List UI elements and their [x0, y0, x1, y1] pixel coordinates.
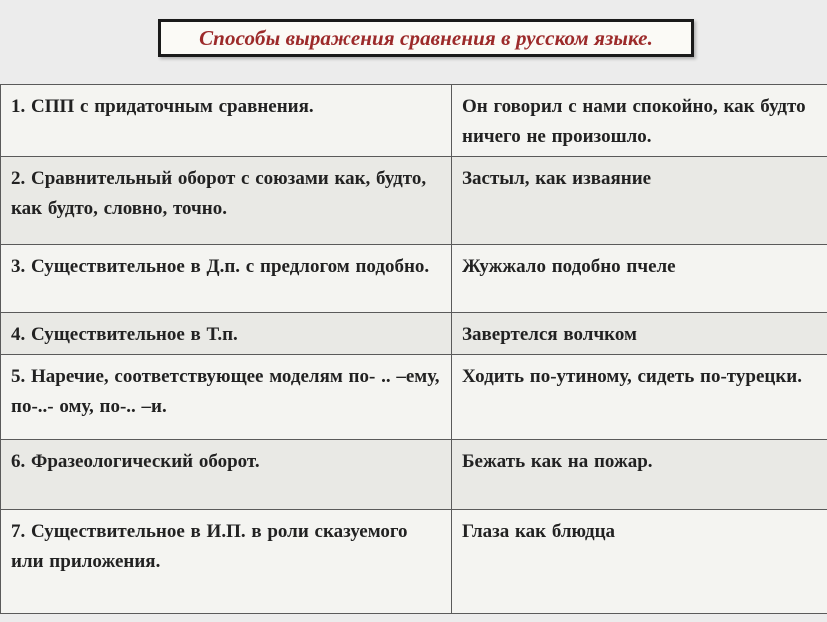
example-cell: Глаза как блюдца	[452, 510, 827, 614]
method-cell: 3. Существительное в Д.п. с предлогом подобно.	[1, 245, 452, 313]
table-row	[1, 440, 827, 510]
table-row	[1, 510, 827, 614]
method-cell: 1. СПП с придаточным сравнения.	[1, 85, 452, 157]
method-cell: 2. Сравнительный оборот с союзами как, будто, как будто, словно, точно.	[1, 157, 452, 245]
method-cell: 7. Существительное в И.П. в роли сказуемого или приложения.	[1, 510, 452, 614]
method-cell: 5. Наречие, соответствующее моделям по- .. –ему, по-..- ому, по-.. –и.	[1, 355, 452, 440]
method-cell: 6. Фразеологический оборот.	[1, 440, 452, 510]
slide-title-box	[158, 19, 694, 57]
table-row	[1, 245, 827, 313]
table-row	[1, 355, 827, 440]
example-cell: Застыл, как изваяние	[452, 157, 827, 245]
table-row	[1, 157, 827, 245]
example-cell: Завертелся волчком	[452, 313, 827, 355]
table-row	[1, 85, 827, 157]
method-cell: 4. Существительное в Т.п.	[1, 313, 452, 355]
comparison-table	[0, 84, 827, 614]
table-row	[1, 313, 827, 355]
example-cell: Жужжало подобно пчеле	[452, 245, 827, 313]
example-cell: Бежать как на пожар.	[452, 440, 827, 510]
slide-title: Способы выражения сравнения в русском языке.	[199, 25, 653, 50]
example-cell: Он говорил с нами спокойно, как будто ничего не произошло.	[452, 85, 827, 157]
example-cell: Ходить по-утиному, сидеть по-турецки.	[452, 355, 827, 440]
